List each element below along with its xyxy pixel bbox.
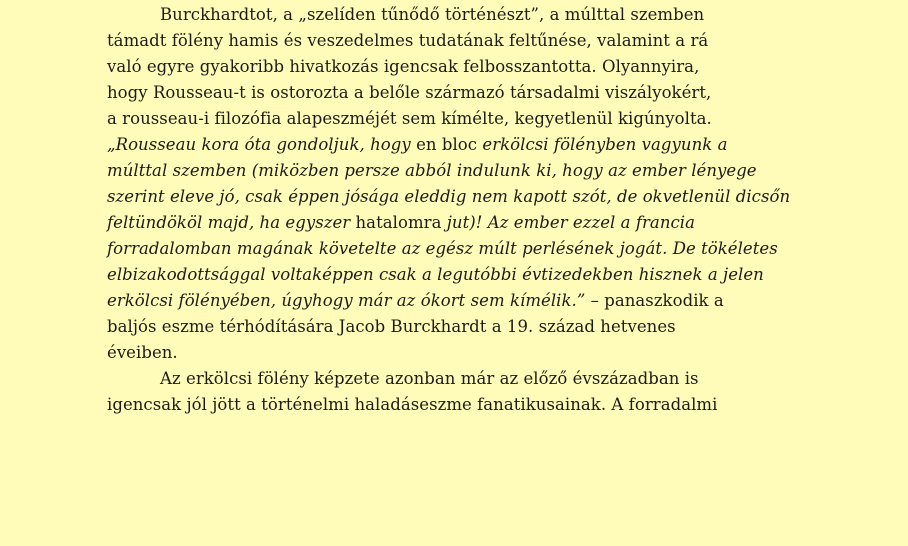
text-line: baljós eszme térhódítására Jacob Burckhardt a 19. század hetvenes [107,317,676,336]
text-line: igencsak jól jött a történelmi haladáseszme fanatikusainak. A forradalmi [107,395,718,414]
quote-line: múlttal szemben (miközben persze abból indulunk ki, hogy az ember lényege [107,161,757,180]
upright-phrase: hatalomra [355,213,442,232]
text-line: a rousseau-i filozófia alapeszméjét sem kímélte, kegyetlenül kigúnyolta. [107,109,712,128]
quote-line [107,210,797,236]
quote-line: szerint eleve jó, csak éppen jósága eleddig nem kapott szót, de okvetlenül dicsőn [107,187,791,206]
body-text [107,2,797,418]
paragraph-2 [107,366,797,418]
upright-phrase: en bloc [416,135,478,154]
quote-line: elbizakodottsággal voltaképpen csak a legutóbbi évtizedekben hisznek a jelen [107,265,764,284]
text-line: hogy Rousseau-t is ostorozta a belőle származó társadalmi viszályokért, [107,83,712,102]
text-line: Burckhardtot, a „szelíden tűnődő történészt”, a múlttal szemben [160,5,705,24]
quote-text: erkölcsi fölényben vagyunk a [477,135,728,154]
text-line: támadt fölény hamis és veszedelmes tudatának feltűnése, valamint a rá [107,31,709,50]
text-line: való egyre gyakoribb hivatkozás igencsak felbosszantotta. Olyannyira, [107,57,700,76]
text-line: Az erkölcsi fölény képzete azonban már az előző évszázadban is [160,369,699,388]
quote-text: erkölcsi fölényében, úgyhogy már az ókort sem kímélik.” [107,291,586,310]
text-segment: – panaszkodik a [585,291,724,310]
quote-line [107,288,797,314]
quote-text: feltündököl majd, ha egyszer [107,213,356,232]
quote-line [107,132,797,158]
paragraph-1 [107,2,797,366]
quote-text: „Rousseau kora óta gondoljuk, hogy [107,135,417,154]
quote-text: jut)! Az ember ezzel a francia [441,213,696,232]
quote-line: forradalomban magának követelte az egész múlt perlésének jogát. De tökéletes [107,239,778,258]
text-line: éveiben. [107,343,178,362]
